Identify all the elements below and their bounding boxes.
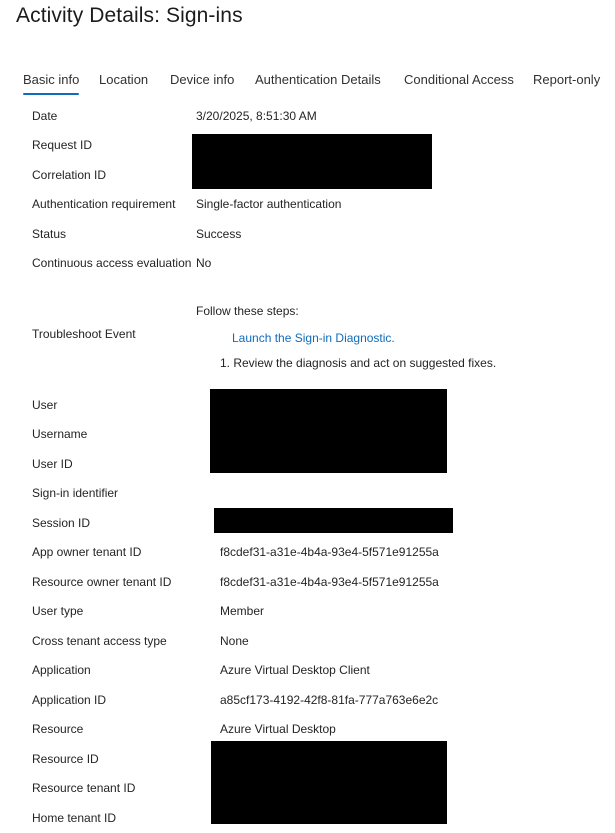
cross-tenant-value: None (220, 634, 249, 648)
application-label: Application (32, 663, 91, 677)
username-label: Username (32, 427, 88, 441)
cae-value: No (196, 256, 212, 270)
cae-label: Continuous access evaluation (32, 256, 192, 270)
user-label: User (32, 398, 58, 412)
troubleshoot-steps-intro: Follow these steps: (196, 304, 299, 318)
resource-owner-tenant-id-label: Resource owner tenant ID (32, 575, 172, 589)
tab-authentication-details[interactable]: Authentication Details (255, 72, 381, 87)
user-type-label: User type (32, 604, 84, 618)
tab-basic-info[interactable]: Basic info (23, 72, 80, 87)
application-id-label: Application ID (32, 693, 107, 707)
user-id-label: User ID (32, 457, 73, 471)
page-title: Activity Details: Sign-ins (16, 4, 243, 27)
application-id-value: a85cf173-4192-42f8-81fa-777a763e6e2c (220, 693, 439, 707)
date-label: Date (32, 109, 58, 123)
auth-requirement-value: Single-factor authentication (196, 197, 342, 211)
resource-value: Azure Virtual Desktop (220, 722, 336, 736)
tab-location[interactable]: Location (99, 72, 149, 87)
redacted-user-info (210, 389, 447, 473)
status-label: Status (32, 227, 67, 241)
tab-bar (0, 72, 615, 98)
resource-tenant-id-label: Resource tenant ID (32, 781, 136, 795)
resource-id-label: Resource ID (32, 752, 99, 766)
redacted-request-correlation-ids (192, 134, 432, 189)
session-id-label: Session ID (32, 516, 91, 530)
date-value: 3/20/2025, 8:51:30 AM (196, 109, 317, 123)
application-value: Azure Virtual Desktop Client (220, 663, 370, 677)
redacted-resource-ids (211, 741, 447, 824)
app-owner-tenant-id-label: App owner tenant ID (32, 545, 142, 559)
resource-label: Resource (32, 722, 84, 736)
app-owner-tenant-id-value: f8cdef31-a31e-4b4a-93e4-5f571e91255a (220, 545, 439, 559)
status-value: Success (196, 227, 242, 241)
troubleshoot-step-1: 1. Review the diagnosis and act on suggested fixes. (220, 356, 497, 370)
cross-tenant-label: Cross tenant access type (32, 634, 167, 648)
user-type-value: Member (220, 604, 265, 618)
request-id-label: Request ID (32, 138, 93, 152)
tab-device-info[interactable]: Device info (170, 72, 235, 87)
resource-owner-tenant-id-value: f8cdef31-a31e-4b4a-93e4-5f571e91255a (220, 575, 439, 589)
troubleshoot-event-label: Troubleshoot Event (32, 327, 136, 341)
correlation-id-label: Correlation ID (32, 168, 107, 182)
tab-conditional-access[interactable]: Conditional Access (404, 72, 514, 87)
tab-report-only[interactable]: Report-only (533, 72, 601, 87)
launch-signin-diagnostic-link[interactable]: Launch the Sign-in Diagnostic. (232, 331, 395, 345)
auth-requirement-label: Authentication requirement (32, 197, 176, 211)
home-tenant-id-label: Home tenant ID (32, 811, 117, 825)
redacted-session-id (214, 508, 453, 533)
signin-identifier-label: Sign-in identifier (32, 486, 119, 500)
